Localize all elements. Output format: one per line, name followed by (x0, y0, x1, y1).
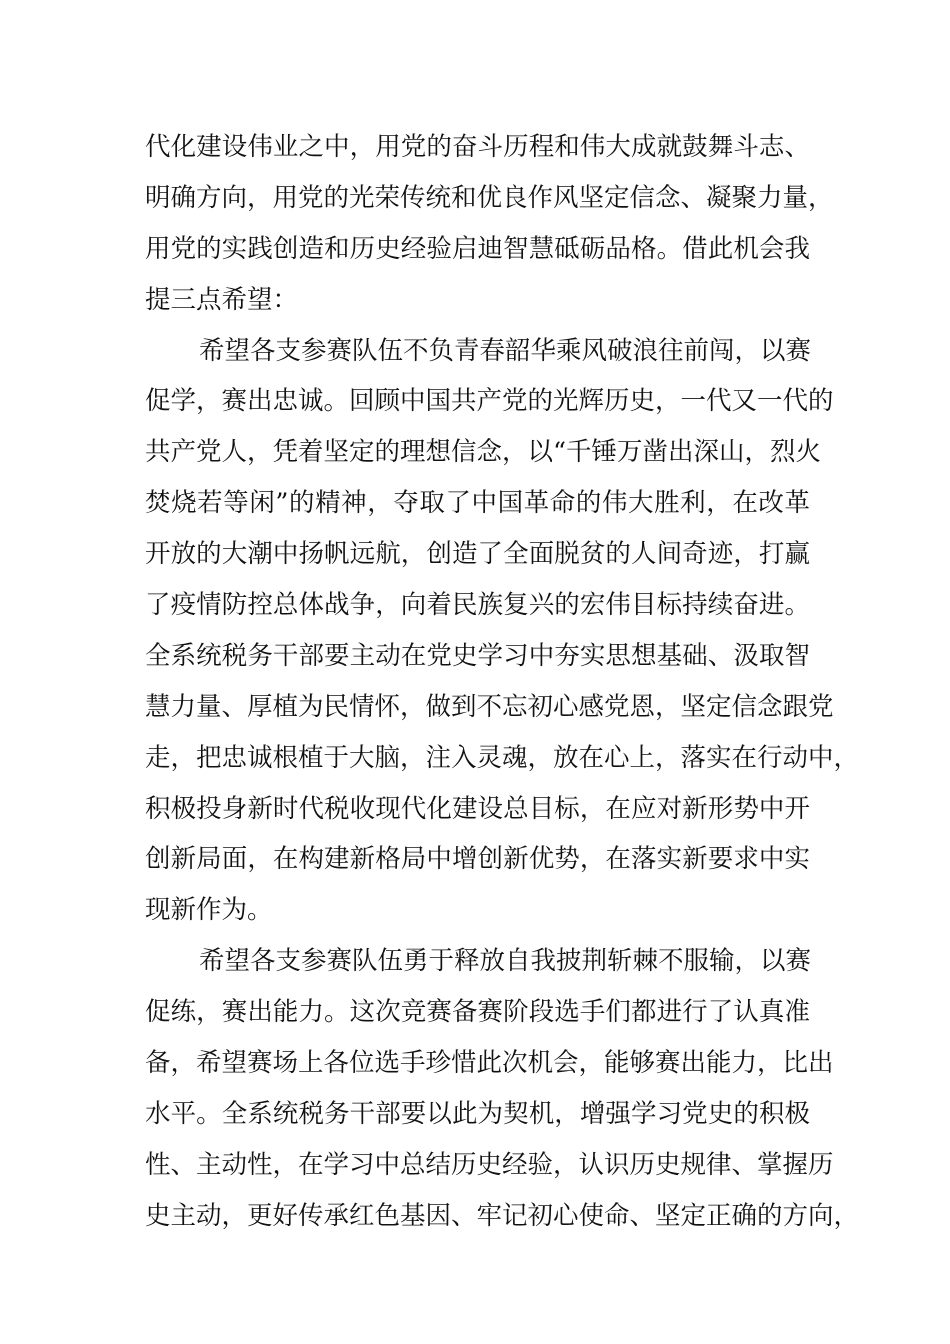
text-line: 代化建设伟业之中，用党的奋斗历程和伟大成就鼓舞斗志、 (145, 132, 810, 162)
text-line: 焚烧若等闲”的精神，夺取了中国革命的伟大胜利，在改革 (145, 488, 810, 519)
text-line: 史主动，更好传承红色基因、牢记初心使命、坚定正确的方向， (145, 1200, 860, 1231)
text-line: 现新作为。 (145, 895, 273, 926)
text-line: 性、主动性，在学习中总结历史经验，认识历史规律、掌握历 (145, 1149, 834, 1180)
text-line: 明确方向，用党的光荣传统和优良作风坚定信念、凝聚力量， (145, 182, 834, 213)
text-line: 用党的实践创造和历史经验启迪智慧砥砺品格。借此机会我 (145, 233, 810, 264)
body-text (145, 122, 860, 1242)
text-line: 希望各支参赛队伍不负青春韶华乘风破浪往前闯，以赛 (199, 335, 812, 366)
text-line: 慧力量、厚植为民情怀，做到不忘初心感党恩，坚定信念跟党 (145, 691, 834, 722)
paragraph-1 (145, 122, 834, 326)
text-line: 走，把忠诚根植于大脑，注入灵魂，放在心上，落实在行动中， (145, 742, 860, 773)
text-line: 创新局面，在构建新格局中增创新优势，在落实新要求中实 (145, 844, 810, 875)
paragraph-3 (145, 936, 860, 1241)
paragraph-2 (145, 326, 860, 937)
text-line: 共产党人，凭着坚定的理想信念，以“千锤万凿出深山，烈火 (145, 437, 822, 468)
text-line: 促学，赛出忠诚。回顾中国共产党的光辉历史，一代又一代的 (145, 386, 834, 417)
text-line: 全系统税务干部要主动在党史学习中夯实思想基础、汲取智 (145, 640, 810, 671)
text-line: 提三点希望： (145, 284, 299, 315)
text-line: 了疫情防控总体战争，向着民族复兴的宏伟目标持续奋进。 (145, 590, 810, 621)
text-line: 希望各支参赛队伍勇于释放自我披荆斩棘不服输，以赛 (199, 946, 812, 977)
text-line: 积极投身新时代税收现代化建设总目标，在应对新形势中开 (145, 793, 810, 824)
text-line: 备，希望赛场上各位选手珍惜此次机会，能够赛出能力，比出 (145, 1048, 834, 1079)
text-line: 开放的大潮中扬帆远航，创造了全面脱贫的人间奇迹，打赢 (145, 539, 810, 570)
text-line: 水平。全系统税务干部要以此为契机，增强学习党史的积极 (145, 1098, 810, 1129)
text-line: 促练，赛出能力。这次竞赛备赛阶段选手们都进行了认真准 (145, 997, 810, 1028)
